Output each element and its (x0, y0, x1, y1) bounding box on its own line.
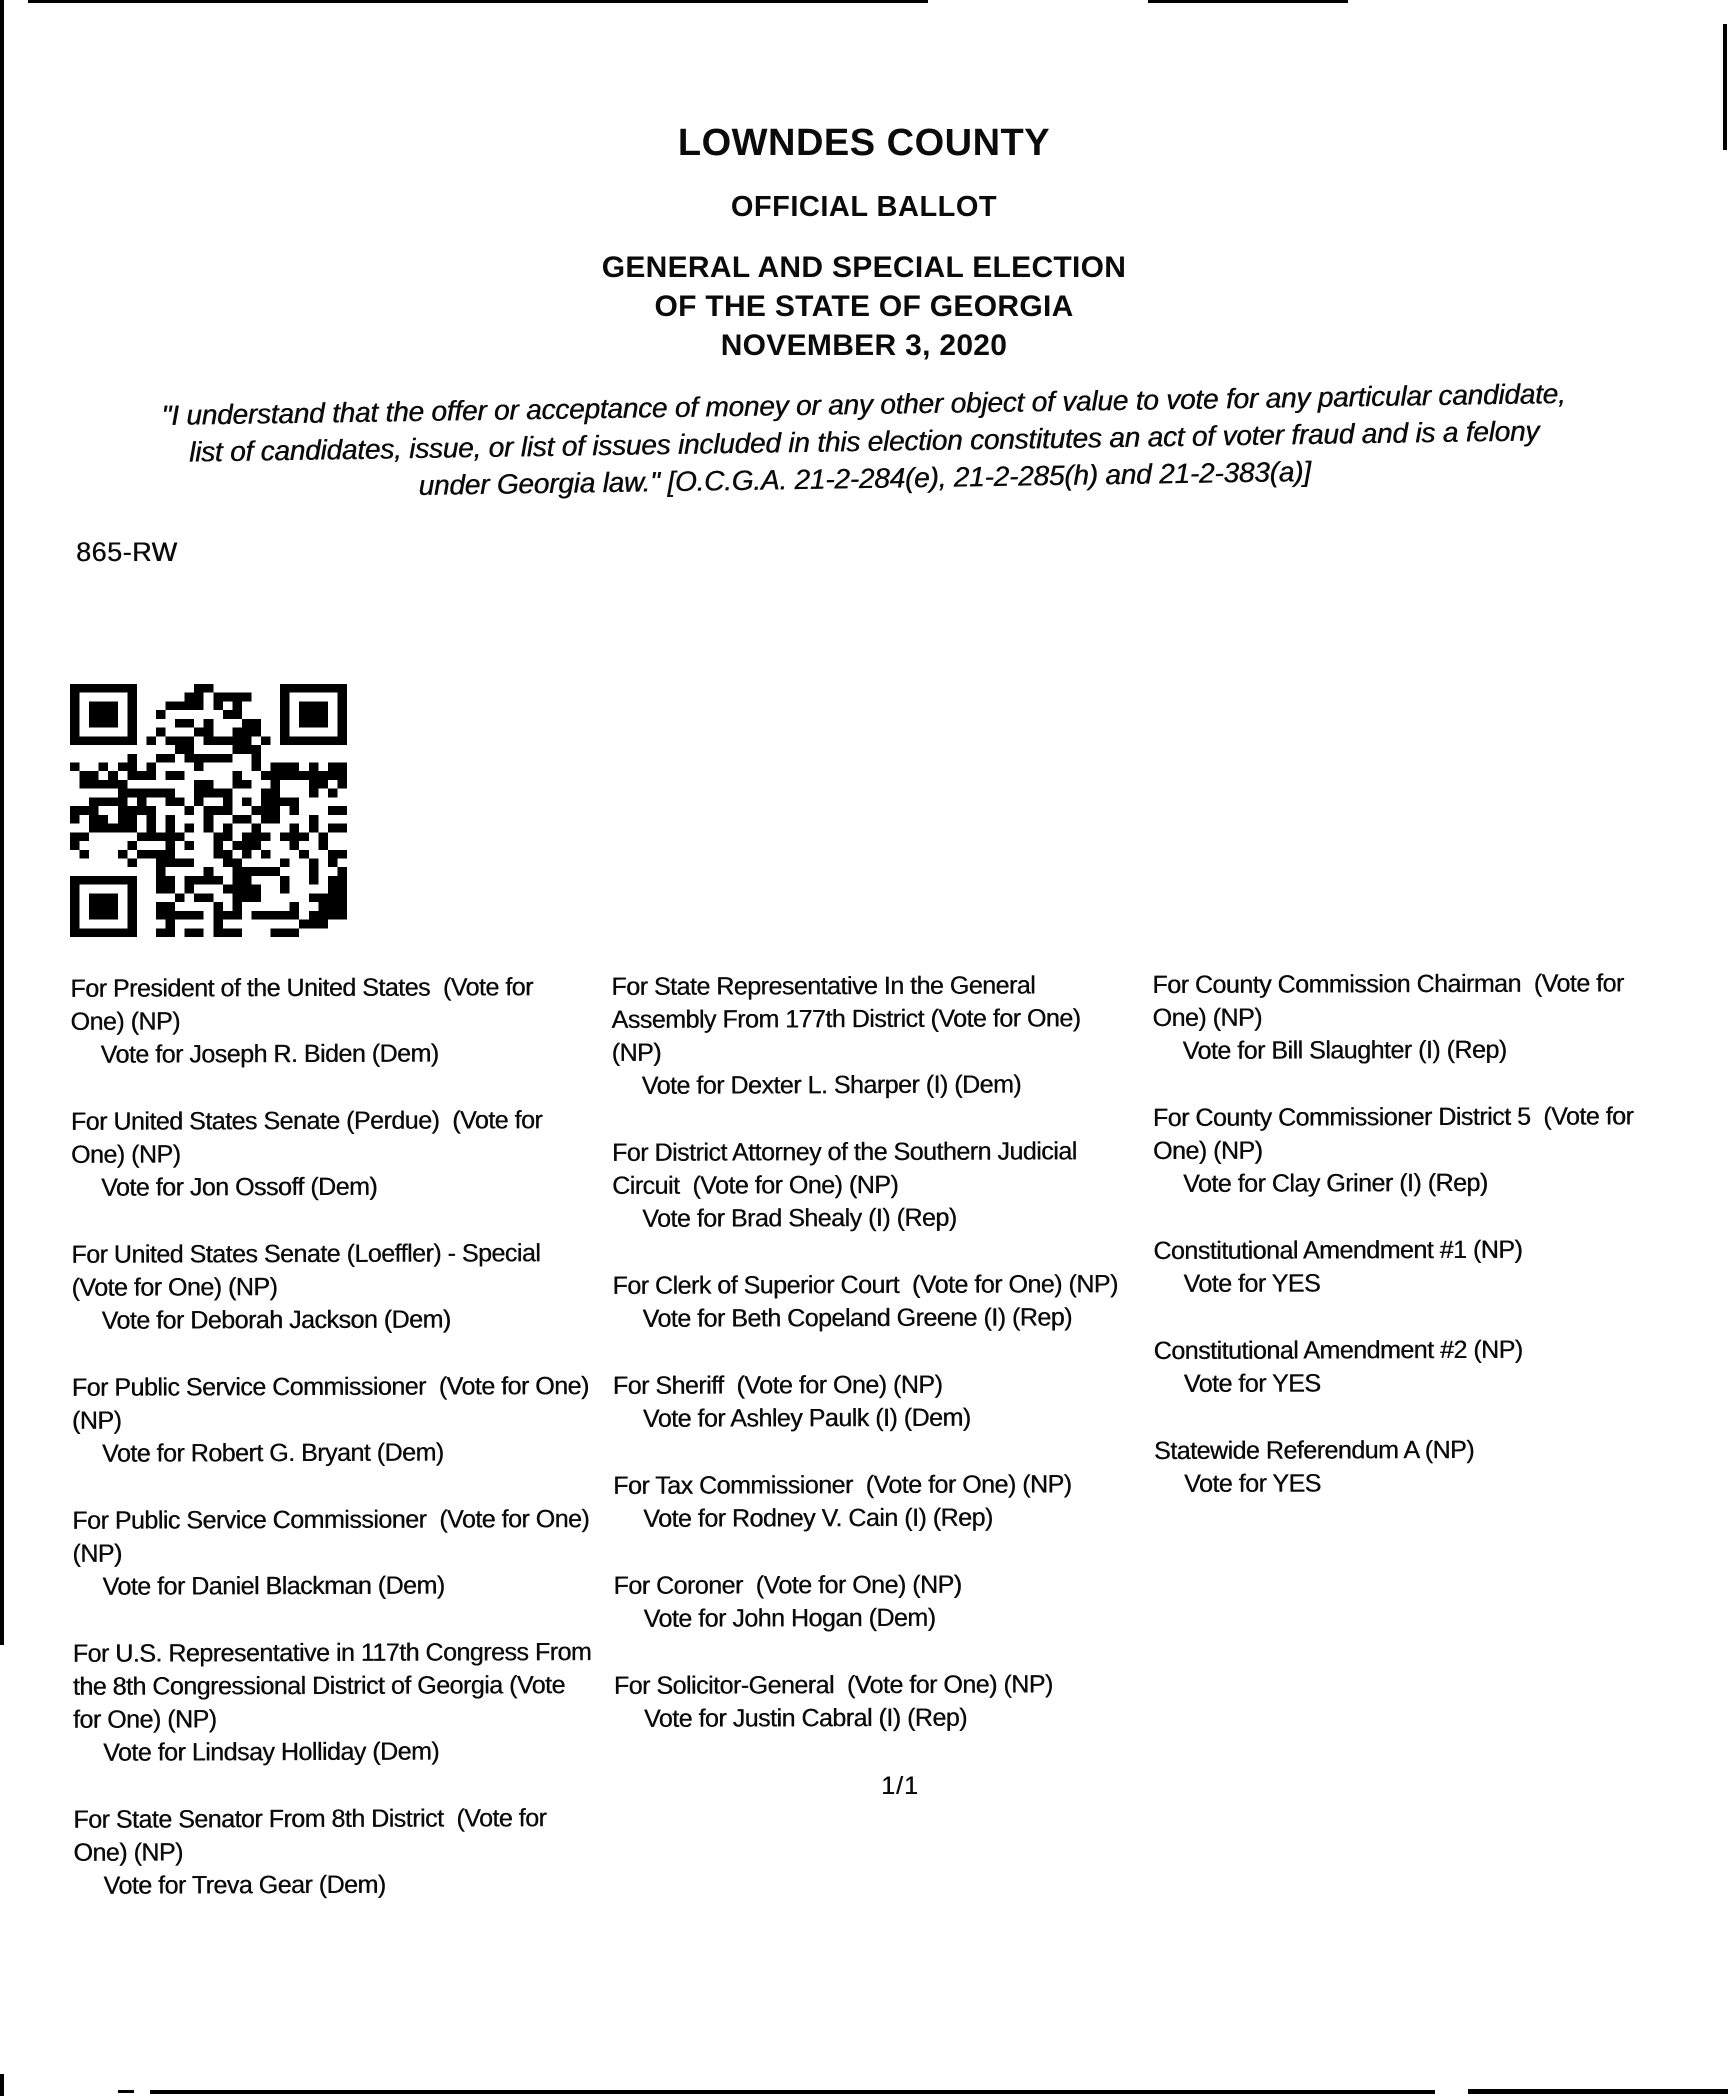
contest-title: Constitutional Amendment #1 (NP) (1153, 1235, 1523, 1266)
page-indicator: 1/1 (881, 1772, 919, 1800)
contest (614, 1668, 1134, 1736)
vote-selection: Vote for Ashley Paulk (I) (Dem) (642, 1403, 971, 1433)
contest (1154, 1433, 1684, 1501)
contest (611, 969, 1131, 1103)
contest-title: For Public Service Commissioner (Vote for One) (NP) (71, 1371, 596, 1435)
contest (72, 1636, 598, 1770)
contest (1153, 1100, 1683, 1201)
scan-artifact-bottom-tick (0, 2074, 4, 2096)
contest-title: For Public Service Commissioner (Vote for One) (NP) (72, 1504, 596, 1568)
contest-title: Statewide Referendum A (NP) (1153, 1435, 1475, 1466)
contest (613, 1568, 1133, 1636)
scan-artifact-bottom-line-2 (150, 2090, 1435, 2094)
vote-selection: Vote for Beth Copeland Greene (I) (Rep) (642, 1303, 1072, 1333)
scan-artifact-bottom-line-1 (118, 2090, 134, 2093)
vote-selection: Vote for Daniel Blackman (Dem) (102, 1571, 445, 1601)
contest (71, 1237, 591, 1338)
vote-selection: Vote for Lindsay Holliday (Dem) (102, 1737, 440, 1767)
contest-title: For Clerk of Superior Court (Vote for One) (NP) (612, 1270, 1118, 1300)
contest-title: For State Representative In the General Assembly From 177th District (Vote for One) (NP) (611, 971, 1087, 1067)
vote-selection: Vote for Robert G. Bryant (Dem) (101, 1438, 444, 1468)
vote-selection: Vote for Bill Slaughter (I) (Rep) (1182, 1035, 1507, 1065)
voter-fraud-disclaimer (49, 373, 1679, 510)
disclaimer-line-1: "I understand that the offer or acceptance of money or any other object of value to vote for any particular candidate, (161, 377, 1566, 432)
election-title-line-3: NOVEMBER 3, 2020 (720, 329, 1008, 362)
vote-selection: Vote for Joseph R. Biden (Dem) (100, 1039, 439, 1069)
vote-selection: Vote for Brad Shealy (I) (Rep) (642, 1203, 957, 1233)
election-title-line-1: GENERAL AND SPECIAL ELECTION (601, 251, 1127, 284)
contest (70, 971, 590, 1072)
contest-title: For President of the United States (Vote for One) (NP) (70, 973, 540, 1036)
vote-selection: Vote for Treva Gear (Dem) (103, 1870, 386, 1900)
ballot-style-code: 865-RW (76, 537, 178, 567)
contest-title: For United States Senate (Perdue) (Vote for One) (NP) (70, 1106, 549, 1169)
vote-selection: Vote for John Hogan (Dem) (643, 1603, 936, 1633)
scan-artifact-bottom-line-3 (1468, 2089, 1728, 2094)
vote-selection: Vote for Deborah Jackson (Dem) (101, 1305, 451, 1335)
contest (71, 1370, 596, 1471)
vote-selection: Vote for YES (1183, 1369, 1321, 1398)
contest (1152, 967, 1682, 1068)
county-title: LOWNDES COUNTY (677, 122, 1051, 164)
contest (613, 1368, 1133, 1436)
contest-title: For County Commission Chairman (Vote for One) (NP) (1152, 969, 1631, 1033)
vote-selection: Vote for Jon Ossoff (Dem) (101, 1172, 378, 1202)
vote-selection: Vote for YES (1184, 1469, 1321, 1498)
vote-selection: Vote for Justin Cabral (I) (Rep) (643, 1703, 967, 1733)
contest-title: For United States Senate (Loeffler) - Special (Vote for One) (NP) (71, 1239, 554, 1302)
contest-title: For State Senator From 8th District (Vote for One) (NP) (73, 1804, 553, 1867)
contest-title: For Tax Commissioner (Vote for One) (NP) (613, 1470, 1072, 1500)
contest (1153, 1233, 1683, 1301)
contest (1154, 1333, 1684, 1401)
contest (73, 1802, 593, 1903)
vote-selection: Vote for Rodney V. Cain (I) (Rep) (643, 1503, 993, 1533)
contest (71, 1104, 591, 1205)
contest (72, 1503, 596, 1604)
election-title-line-2: OF THE STATE OF GEORGIA (654, 290, 1074, 323)
contest-title: Constitutional Amendment #2 (NP) (1153, 1335, 1523, 1366)
contest (613, 1468, 1133, 1536)
contest-title: For Solicitor-General (Vote for One) (NP) (613, 1670, 1053, 1700)
vote-selection: Vote for Dexter L. Sharper (I) (Dem) (641, 1070, 1022, 1100)
vote-selection: Vote for YES (1183, 1269, 1321, 1298)
contest-title: For U.S. Representative in 117th Congress From the 8th Congressional District of Georgia (Vote for One) (NP) (72, 1637, 598, 1734)
contest-title: For County Commissioner District 5 (Vote for One) (NP) (1152, 1102, 1640, 1166)
contest-title: For Sheriff (Vote for One) (NP) (612, 1370, 943, 1400)
disclaimer-line-3: under Georgia law." [O.C.G.A. 21-2-284(e), 21-2-285(h) and 21-2-383(a)] (418, 455, 1311, 502)
contest (612, 1135, 1132, 1236)
ballot-header (0, 122, 1728, 365)
scan-artifact-top-line-1 (28, 0, 928, 3)
contest-title: For District Attorney of the Southern Judicial Circuit (Vote for One) (NP) (611, 1137, 1084, 1200)
disclaimer-line-2: list of candidates, issue, or list of issues included in this election constitutes an act of voter fraud and is a felony (188, 415, 1540, 468)
qr-code (70, 684, 347, 937)
election-title (0, 248, 1728, 365)
ballot-type-title: OFFICIAL BALLOT (730, 191, 998, 223)
scan-artifact-top-line-2 (1148, 0, 1348, 3)
contest-title: For Coroner (Vote for One) (NP) (613, 1570, 962, 1600)
vote-selection: Vote for Clay Griner (I) (Rep) (1183, 1168, 1488, 1198)
contest (612, 1268, 1132, 1336)
